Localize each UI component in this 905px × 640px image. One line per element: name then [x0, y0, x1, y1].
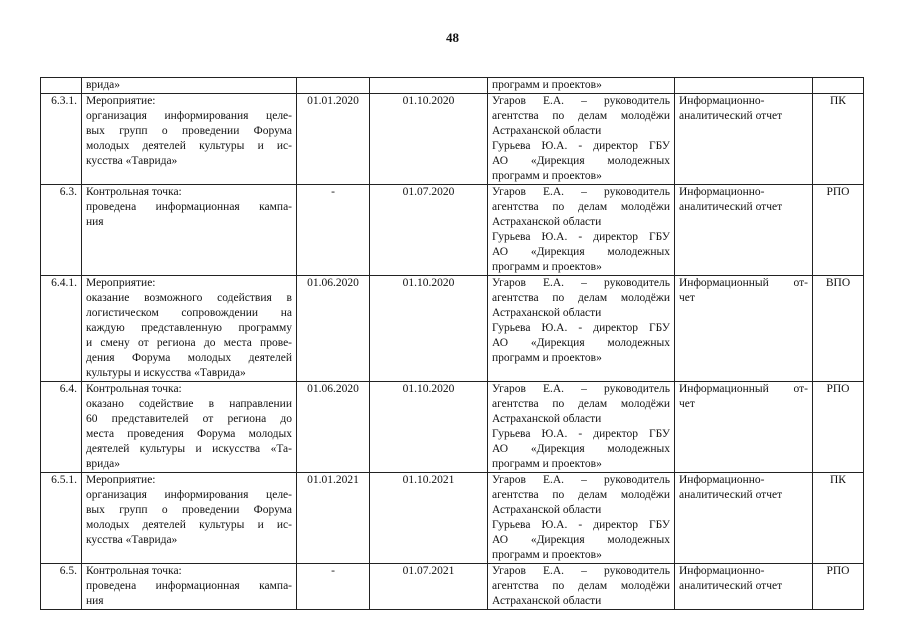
- result-line: аналитический отчет: [679, 580, 783, 592]
- table-row: [41, 473, 864, 564]
- continuation-row: [41, 78, 864, 94]
- event-line: культуры и искусства «Таврида»: [86, 367, 246, 379]
- cell-event: [82, 276, 297, 382]
- event-line: и смену от региона до места прове-: [86, 337, 292, 349]
- event-line: оказание возможного содействия в: [86, 292, 292, 304]
- responsible-line: Угаров Е.А. – руководитель: [492, 565, 670, 577]
- responsible-line: агентства по делам молодёжи: [492, 292, 670, 304]
- responsible-line: агентства по делам молодёжи: [492, 580, 670, 592]
- cell-responsible: [488, 78, 675, 94]
- cell-result: [675, 473, 813, 564]
- cell-event: [82, 185, 297, 276]
- event-title: Контрольная точка:: [86, 186, 182, 198]
- event-line: ния: [86, 216, 104, 228]
- responsible-line: Астраханской области: [492, 413, 602, 425]
- cell-responsible: [488, 185, 675, 276]
- responsibility-code: ВПО: [825, 277, 851, 289]
- cell-event: [82, 473, 297, 564]
- end-date: 01.10.2020: [402, 95, 455, 107]
- responsibility-code: ПК: [830, 474, 846, 486]
- responsible-line: Гурьева Ю.А. - директор ГБУ: [492, 322, 670, 334]
- end-date: 01.07.2021: [402, 565, 455, 577]
- event-line: оказано содействие в направлении: [86, 398, 292, 410]
- cell-start: [297, 78, 370, 94]
- responsible-line: АО «Дирекция молодежных: [492, 534, 670, 546]
- cell-code: [813, 473, 864, 564]
- cell-result: [675, 276, 813, 382]
- cell-num: [41, 78, 82, 94]
- cell-responsible: [488, 94, 675, 185]
- responsibility-code: ПК: [830, 95, 846, 107]
- cell-start: [297, 185, 370, 276]
- cell-start: [297, 276, 370, 382]
- cell-start: [297, 473, 370, 564]
- cell-code: [813, 276, 864, 382]
- cell-start: [297, 382, 370, 473]
- cell-end: [370, 473, 488, 564]
- end-date: 01.10.2020: [402, 383, 455, 395]
- cell-result: [675, 382, 813, 473]
- start-date: 01.01.2020: [307, 95, 359, 107]
- responsible-line: Угаров Е.А. – руководитель: [492, 474, 670, 486]
- result-line: аналитический отчет: [679, 201, 783, 213]
- start-date: -: [331, 565, 335, 577]
- cell-end: [370, 94, 488, 185]
- responsible-line: Астраханской области: [492, 504, 602, 516]
- start-date: -: [331, 186, 335, 198]
- result-line: Информационный от-: [679, 277, 808, 289]
- responsible-line: агентства по делам молодёжи: [492, 201, 670, 213]
- cell-responsible: [488, 382, 675, 473]
- cell-result: [675, 94, 813, 185]
- start-date: 01.01.2021: [307, 474, 359, 486]
- responsible-line: Астраханской области: [492, 216, 602, 228]
- event-line: молодых деятелей культуры и ис-: [86, 519, 292, 531]
- cell-end: [370, 185, 488, 276]
- responsible-line: Угаров Е.А. – руководитель: [492, 383, 670, 395]
- responsible-line: Астраханской области: [492, 125, 602, 137]
- cell-event: [82, 78, 297, 94]
- responsible-line: Угаров Е.А. – руководитель: [492, 186, 670, 198]
- event-line: вых групп о проведении Форума: [86, 504, 292, 516]
- event-title: Мероприятие:: [86, 95, 156, 107]
- responsible-line: АО «Дирекция молодежных: [492, 155, 670, 167]
- responsible-line: агентства по делам молодёжи: [492, 398, 670, 410]
- cell-num: [41, 564, 82, 610]
- event-line: 60 представителей от региона до: [86, 413, 292, 425]
- responsible-tail: программ и проектов»: [492, 79, 602, 91]
- cell-num: [41, 276, 82, 382]
- plan-table: [40, 77, 864, 610]
- cell-code: [813, 185, 864, 276]
- responsible-line: программ и проектов»: [492, 352, 602, 364]
- cell-result: [675, 78, 813, 94]
- event-line: кусства «Таврида»: [86, 534, 178, 546]
- responsible-line: АО «Дирекция молодежных: [492, 443, 670, 455]
- result-line: Информационный от-: [679, 383, 808, 395]
- event-title: Контрольная точка:: [86, 565, 182, 577]
- responsible-line: программ и проектов»: [492, 549, 602, 561]
- cell-event: [82, 564, 297, 610]
- responsible-line: Гурьева Ю.А. - директор ГБУ: [492, 140, 670, 152]
- end-date: 01.07.2020: [402, 186, 455, 198]
- cell-code: [813, 94, 864, 185]
- event-title: Мероприятие:: [86, 474, 156, 486]
- table-row: [41, 276, 864, 382]
- responsibility-code: РПО: [826, 565, 850, 577]
- responsible-line: Угаров Е.А. – руководитель: [492, 277, 670, 289]
- event-line: кусства «Таврида»: [86, 155, 178, 167]
- event-line: врида»: [86, 458, 121, 470]
- cell-responsible: [488, 473, 675, 564]
- responsible-line: АО «Дирекция молодежных: [492, 246, 670, 258]
- cell-start: [297, 564, 370, 610]
- cell-code: [813, 382, 864, 473]
- responsible-line: агентства по делам молодёжи: [492, 110, 670, 122]
- event-line: дения Форума молодых деятелей: [86, 352, 292, 364]
- event-line: места проведения Форума молодых: [86, 428, 292, 440]
- cell-num: [41, 185, 82, 276]
- cell-num: [41, 473, 82, 564]
- responsible-line: Угаров Е.А. – руководитель: [492, 95, 670, 107]
- responsibility-code: РПО: [826, 383, 850, 395]
- cell-end: [370, 382, 488, 473]
- responsible-line: Гурьева Ю.А. - директор ГБУ: [492, 428, 670, 440]
- cell-result: [675, 564, 813, 610]
- result-line: чет: [679, 398, 695, 410]
- row-number: 6.3.: [59, 186, 77, 198]
- responsible-line: программ и проектов»: [492, 261, 602, 273]
- row-number: 6.4.1.: [51, 277, 77, 289]
- responsible-line: агентства по делам молодёжи: [492, 489, 670, 501]
- cell-end: [370, 78, 488, 94]
- event-line: молодых деятелей культуры и ис-: [86, 140, 292, 152]
- event-line: деятелей культуры и искусства «Та-: [86, 443, 292, 455]
- cell-responsible: [488, 276, 675, 382]
- responsible-line: Астраханской области: [492, 595, 602, 607]
- responsibility-code: РПО: [826, 186, 850, 198]
- cell-code: [813, 564, 864, 610]
- table-row: [41, 382, 864, 473]
- row-number: 6.5.1.: [51, 474, 77, 486]
- event-title: Контрольная точка:: [86, 383, 182, 395]
- cell-event: [82, 94, 297, 185]
- event-line: проведена информационная кампа-: [86, 580, 292, 592]
- responsible-line: Астраханской области: [492, 307, 602, 319]
- responsible-line: Гурьева Ю.А. - директор ГБУ: [492, 519, 670, 531]
- start-date: 01.06.2020: [307, 277, 359, 289]
- start-date: 01.06.2020: [307, 383, 359, 395]
- result-line: Информационно-: [679, 95, 765, 107]
- cell-end: [370, 564, 488, 610]
- row-number: 6.5.: [59, 565, 77, 577]
- event-line: проведена информационная кампа-: [86, 201, 292, 213]
- event-line: организация информирования целе-: [86, 489, 292, 501]
- row-number: 6.4.: [59, 383, 77, 395]
- cell-end: [370, 276, 488, 382]
- table-row: [41, 185, 864, 276]
- cell-event: [82, 382, 297, 473]
- responsible-line: АО «Дирекция молодежных: [492, 337, 670, 349]
- result-line: Информационно-: [679, 474, 765, 486]
- event-line: ния: [86, 595, 104, 607]
- cell-num: [41, 94, 82, 185]
- responsible-line: программ и проектов»: [492, 170, 602, 182]
- cell-result: [675, 185, 813, 276]
- cell-code: [813, 78, 864, 94]
- responsible-line: программ и проектов»: [492, 458, 602, 470]
- responsible-line: Гурьева Ю.А. - директор ГБУ: [492, 231, 670, 243]
- page-number: 48: [446, 30, 459, 45]
- result-line: Информационно-: [679, 186, 765, 198]
- event-line: логистическом сопровождении на: [86, 307, 292, 319]
- cell-responsible: [488, 564, 675, 610]
- table-row: [41, 94, 864, 185]
- row-number: 6.3.1.: [51, 95, 77, 107]
- end-date: 01.10.2021: [402, 474, 455, 486]
- event-line: организация информирования целе-: [86, 110, 292, 122]
- event-line: каждую представленную программу: [86, 322, 292, 334]
- table-row: [41, 564, 864, 610]
- event-title: Мероприятие:: [86, 277, 156, 289]
- result-line: Информационно-: [679, 565, 765, 577]
- cell-start: [297, 94, 370, 185]
- end-date: 01.10.2020: [402, 277, 455, 289]
- cell-num: [41, 382, 82, 473]
- result-line: аналитический отчет: [679, 489, 783, 501]
- result-line: аналитический отчет: [679, 110, 783, 122]
- event-line: вых групп о проведении Форума: [86, 125, 292, 137]
- event-tail: врида»: [86, 79, 121, 91]
- result-line: чет: [679, 292, 695, 304]
